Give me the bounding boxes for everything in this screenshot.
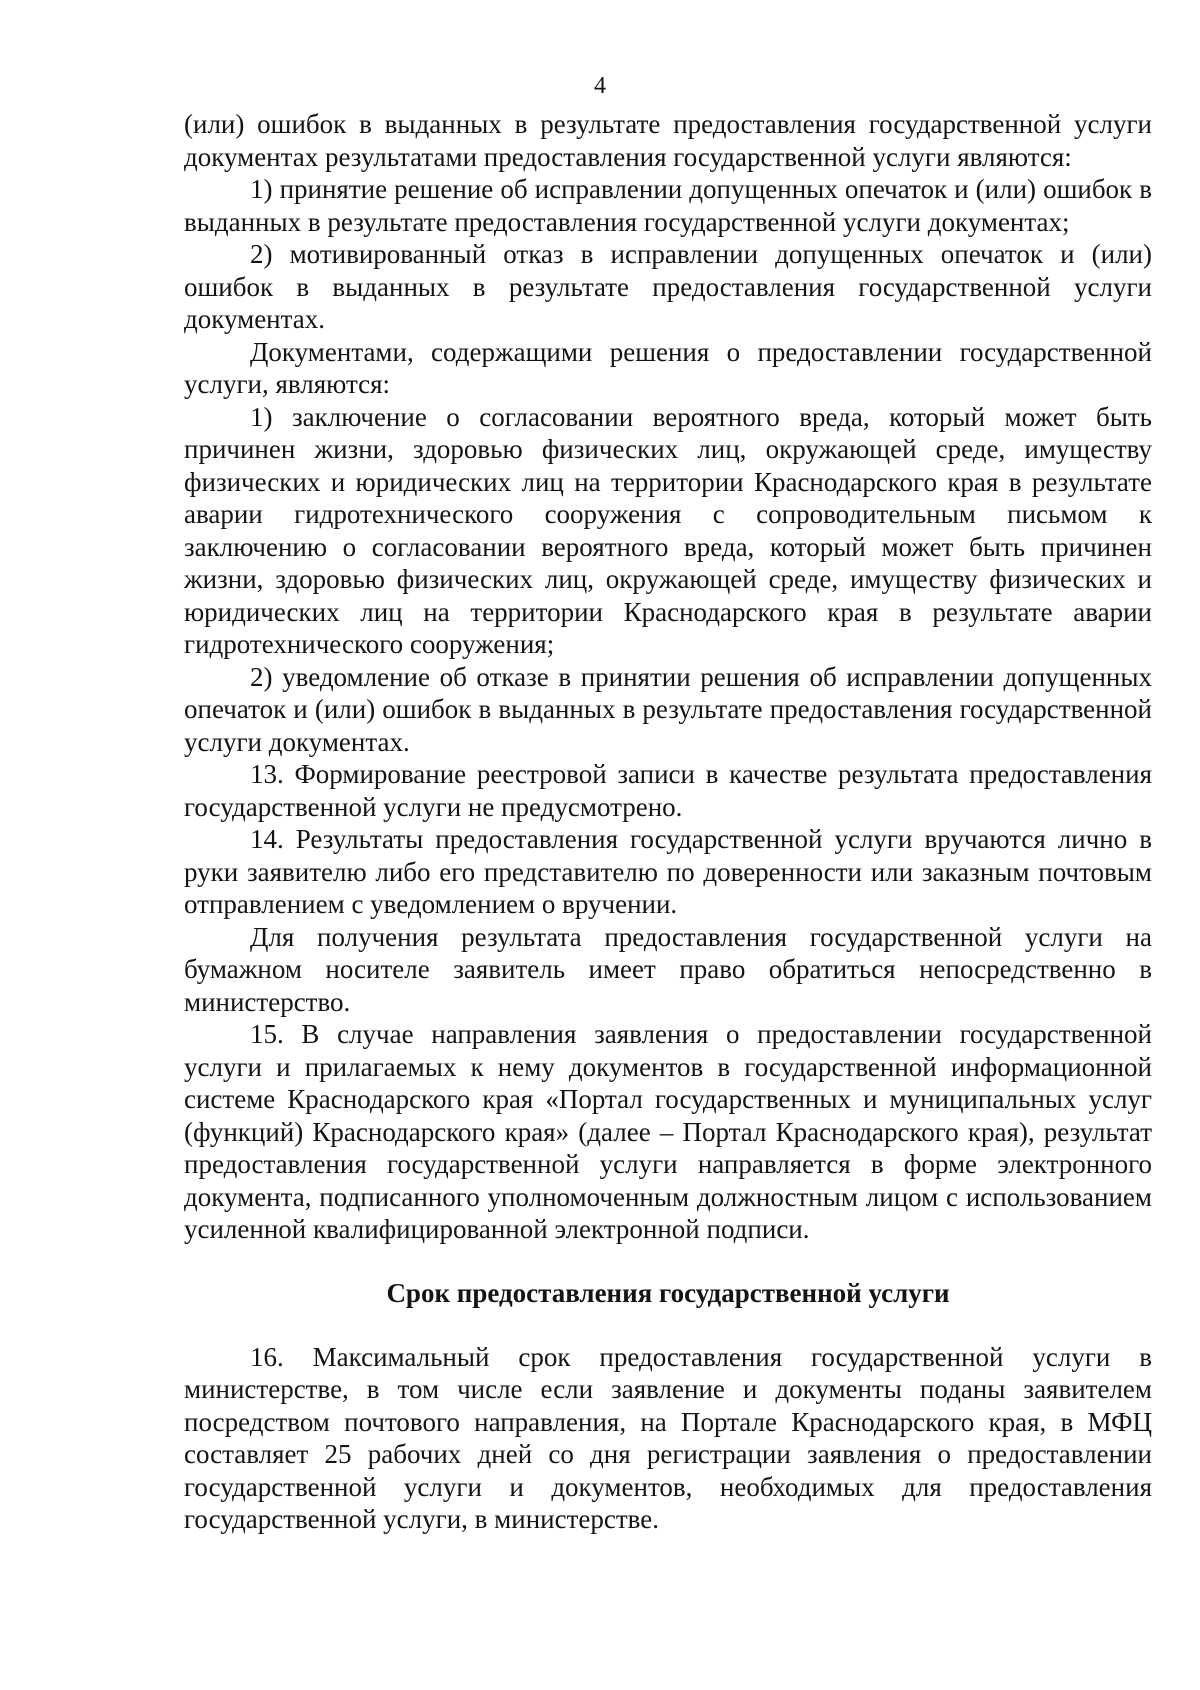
paragraph-decision-item-1: 1) заключение о согласовании вероятного вреда, который может быть причинен жизни, здоровью физических лиц, окружающей среде, имуществу физических и юридических лиц на территории Краснодарского края в результате аварии гидротехнического сооружения с сопроводительным письмом к заключению о согласовании вероятного вреда, который может быть причинен жизни, здоровью физических лиц, окружающей среде, имуществу физических и юридических лиц на территории Краснодарского края в результате аварии гидротехнического сооружения; <box>184 401 1152 659</box>
document-body <box>184 108 1152 1536</box>
paragraph-decision-item-2: 2) уведомление об отказе в принятии решения об исправлении допущенных опечаток и (или) ошибок в выданных в результате предоставления государственной услуги документах. <box>184 661 1152 757</box>
page-number: 4 <box>594 73 606 99</box>
paragraph-16: 16. Максимальный срок предоставления государственной услуги в министерстве, в том числе если заявление и документы поданы заявителем посредством почтового направления, на Портале Краснодарского края, в МФЦ составляет 25 рабочих дней со дня регистрации заявления о предоставлении государственной услуги и документов, необходимых для предоставления государственной услуги, в министерстве. <box>184 1341 1152 1534</box>
paragraph-decision-documents: Документами, содержащими решения о предоставлении государственной услуги, являются: <box>184 336 1152 399</box>
paragraph-14: 14. Результаты предоставления государственной услуги вручаются лично в руки заявителю либо его представителю по доверенности или заказным почтовым отправлением с уведомлением о вручении. <box>184 824 1152 919</box>
paragraph-result-item-2: 2) мотивированный отказ в исправлении допущенных опечаток и (или) ошибок в выданных в результате предоставления государственной услуги документах. <box>184 239 1152 334</box>
paragraph-15: 15. В случае направления заявления о предоставлении государственной услуги и прилагаемых к нему документов в государственной информационной системе Краснодарского края «Портал государственных и муниципальных услуг (функций) Краснодарского края» (далее – Портал Краснодарского края), результат предоставления государственной услуги направляется в форме электронного документа, подписанного уполномоченным должностным лицом с использованием усиленной квалифицированной электронной подписи. <box>184 1019 1152 1244</box>
paragraph-paper-copy: Для получения результата предоставления государственной услуги на бумажном носителе заявитель имеет право обратиться непосредственно в министерство. <box>184 921 1152 1017</box>
section-heading: Срок предоставления государственной услуги <box>386 1277 950 1308</box>
paragraph-13: 13. Формирование реестровой записи в качестве результата предоставления государственной услуги не предусмотрено. <box>184 759 1152 822</box>
paragraph-continuation: (или) ошибок в выданных в результате предоставления государственной услуги документах результатами предоставления государственной услуги являются: <box>184 109 1152 172</box>
paragraph-result-item-1: 1) принятие решение об исправлении допущенных опечаток и (или) ошибок в выданных в результате предоставления государственной услуги документах; <box>184 174 1152 237</box>
